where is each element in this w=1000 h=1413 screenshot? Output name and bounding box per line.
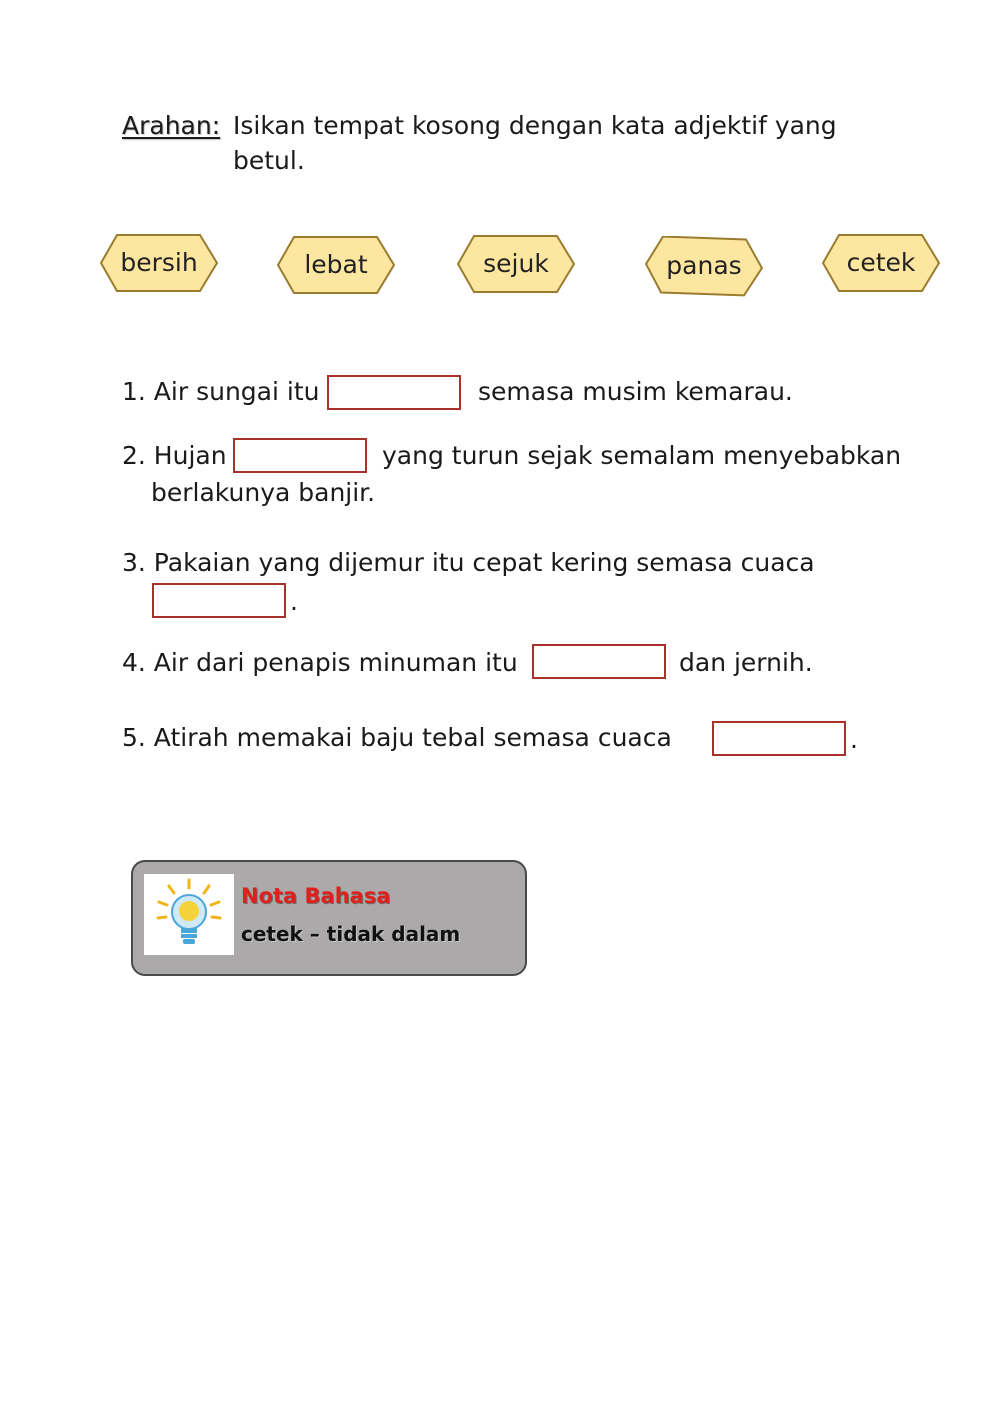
question-3-text: 3. Pakaian yang dijemur itu cepat kering semasa cuaca — [122, 548, 815, 577]
answer-blank-2[interactable] — [233, 438, 367, 473]
word-chip-cetek[interactable] — [821, 233, 941, 295]
instruction-label: Arahan: — [122, 111, 221, 140]
question-5-text: 5. Atirah memakai baju tebal semasa cuaca — [122, 723, 672, 752]
question-5-text-after: . — [850, 725, 858, 754]
instruction-text-line1: Isikan tempat kosong dengan kata adjektif yang — [233, 111, 837, 140]
lightbulb-icon — [144, 874, 234, 955]
note-body: cetek – tidak dalam — [241, 922, 461, 946]
question-2-continuation: berlakunya banjir. — [151, 478, 376, 507]
question-3-text-after: . — [290, 587, 298, 616]
language-note-box — [131, 860, 527, 976]
question-1-text: 1. Air sungai itu — [122, 377, 320, 406]
question-2-text-after: yang turun sejak semalam menyebabkan — [382, 441, 902, 470]
word-chip-label: lebat — [304, 249, 368, 279]
question-4-text-after: dan jernih. — [679, 648, 813, 677]
answer-blank-5[interactable] — [712, 721, 846, 756]
word-chip-label: sejuk — [483, 248, 549, 278]
answer-blank-4[interactable] — [532, 644, 666, 679]
word-chip-panas[interactable] — [644, 236, 764, 298]
question-1-text-after: semasa musim kemarau. — [478, 377, 793, 406]
word-chip-lebat[interactable] — [276, 235, 396, 297]
question-4-text: 4. Air dari penapis minuman itu — [122, 648, 518, 677]
word-chip-label: cetek — [846, 247, 916, 277]
word-chip-label: bersih — [120, 247, 198, 277]
word-chip-sejuk[interactable] — [456, 234, 576, 296]
instruction-text-line2: betul. — [233, 146, 305, 175]
answer-blank-3[interactable] — [152, 583, 286, 618]
question-2-text: 2. Hujan — [122, 441, 227, 470]
word-chip-label: panas — [666, 250, 742, 280]
answer-blank-1[interactable] — [327, 375, 461, 410]
word-chip-bersih[interactable] — [99, 233, 219, 295]
note-title: Nota Bahasa — [241, 884, 391, 908]
